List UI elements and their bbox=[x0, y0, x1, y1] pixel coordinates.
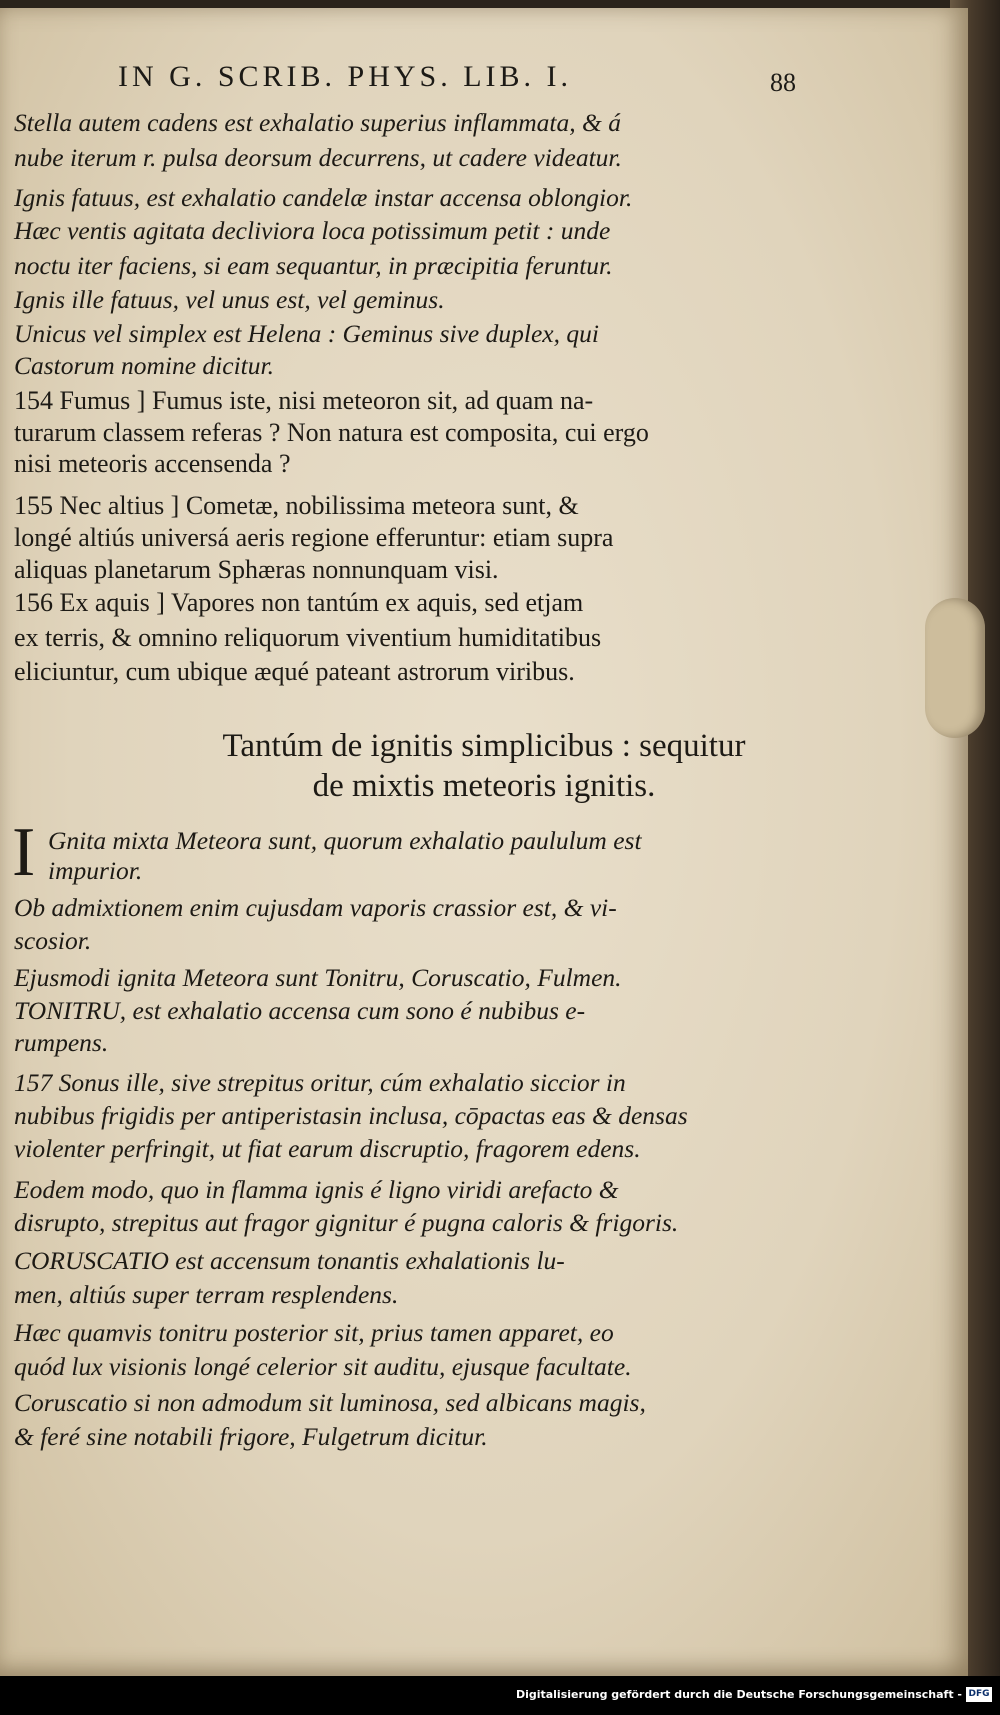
note-line: aliquas planetarum Sphæras nonnunquam visi. bbox=[14, 555, 499, 584]
note-line: 155 Nec altius ] Cometæ, nobilissima meteora sunt, & bbox=[14, 491, 579, 520]
text-line: nubibus frigidis per antiperistasin inclusa, cōpactas eas & densas bbox=[14, 1101, 688, 1130]
text-line: Hæc quamvis tonitru posterior sit, prius tamen apparet, eo bbox=[14, 1318, 614, 1347]
text-line: nube iterum r. pulsa deorsum decurrens, ut cadere videatur. bbox=[14, 143, 622, 172]
note-line: turarum classem referas ? Non natura est composita, cui ergo bbox=[14, 418, 649, 447]
note-line: 154 Fumus ] Fumus iste, nisi meteoron sit, ad quam na- bbox=[14, 386, 594, 415]
text-line: quód lux visionis longé celerior sit auditu, ejusque facultate. bbox=[14, 1352, 632, 1381]
dfg-logo: DFG bbox=[966, 1687, 992, 1702]
footer-credit: Digitalisierung gefördert durch die Deutsche Forschungsgemeinschaft - bbox=[515, 1688, 962, 1701]
text-line: Hæc ventis agitata decliviora loca potissimum petit : unde bbox=[14, 216, 611, 245]
book-page bbox=[0, 8, 968, 1676]
text-line: Ignis ille fatuus, vel unus est, vel geminus. bbox=[14, 285, 445, 314]
digitization-footer bbox=[0, 1676, 1000, 1715]
text-line: Castorum nomine dicitur. bbox=[14, 351, 274, 380]
text-line: Ejusmodi ignita Meteora sunt Tonitru, Coruscatio, Fulmen. bbox=[14, 963, 622, 992]
drop-cap: I bbox=[12, 814, 36, 891]
text-line: 157 Sonus ille, sive strepitus oritur, cúm exhalatio siccior in bbox=[14, 1068, 626, 1097]
page-number: 88 bbox=[770, 68, 796, 97]
text-line: scosior. bbox=[14, 926, 92, 955]
note-line: longé altiús universá aeris regione efferuntur: etiam supra bbox=[14, 523, 614, 552]
text-line: impurior. bbox=[48, 856, 143, 885]
text-line: & feré sine notabili frigore, Fulgetrum dicitur. bbox=[14, 1422, 488, 1451]
text-line: violenter perfringit, ut fiat earum discruptio, fragorem edens. bbox=[14, 1134, 641, 1163]
text-line: CORUSCATIO est accensum tonantis exhalationis lu- bbox=[14, 1246, 565, 1275]
text-line: men, altiús super terram resplendens. bbox=[14, 1280, 399, 1309]
note-line: ex terris, & omnino reliquorum viventium humiditatibus bbox=[14, 623, 602, 652]
text-line: TONITRU, est exhalatio accensa cum sono é nubibus e- bbox=[14, 996, 586, 1025]
book-clasp bbox=[925, 598, 985, 738]
section-heading-line-1: Tantúm de ignitis simplicibus : sequitur bbox=[222, 728, 746, 764]
section-heading-line-2: de mixtis meteoris ignitis. bbox=[312, 768, 656, 804]
note-line: nisi meteoris accensenda ? bbox=[14, 449, 291, 478]
note-line: 156 Ex aquis ] Vapores non tantúm ex aquis, sed etjam bbox=[14, 588, 584, 617]
page-header bbox=[0, 54, 968, 104]
text-line: Coruscatio si non admodum sit luminosa, sed albicans magis, bbox=[14, 1388, 646, 1417]
text-line: noctu iter faciens, si eam sequantur, in præcipitia feruntur. bbox=[14, 251, 613, 280]
text-line: rumpens. bbox=[14, 1028, 109, 1057]
text-line: Unicus vel simplex est Helena : Geminus sive duplex, qui bbox=[14, 319, 599, 348]
text-line: Stella autem cadens est exhalatio superius inflammata, & á bbox=[14, 108, 621, 137]
text-line: Ignis fatuus, est exhalatio candelæ instar accensa oblongior. bbox=[14, 183, 633, 212]
running-head: IN G. SCRIB. PHYS. LIB. I. bbox=[118, 60, 573, 93]
text-line: Ob admixtionem enim cujusdam vaporis crassior est, & vi- bbox=[14, 893, 617, 922]
text-line: Eodem modo, quo in flamma ignis é ligno viridi arefacto & bbox=[14, 1175, 619, 1204]
text-line: Gnita mixta Meteora sunt, quorum exhalatio paululum est bbox=[48, 826, 642, 855]
note-line: eliciuntur, cum ubique æqué pateant astrorum viribus. bbox=[14, 657, 575, 686]
text-line: disrupto, strepitus aut fragor gignitur é pugna caloris & frigoris. bbox=[14, 1208, 679, 1237]
